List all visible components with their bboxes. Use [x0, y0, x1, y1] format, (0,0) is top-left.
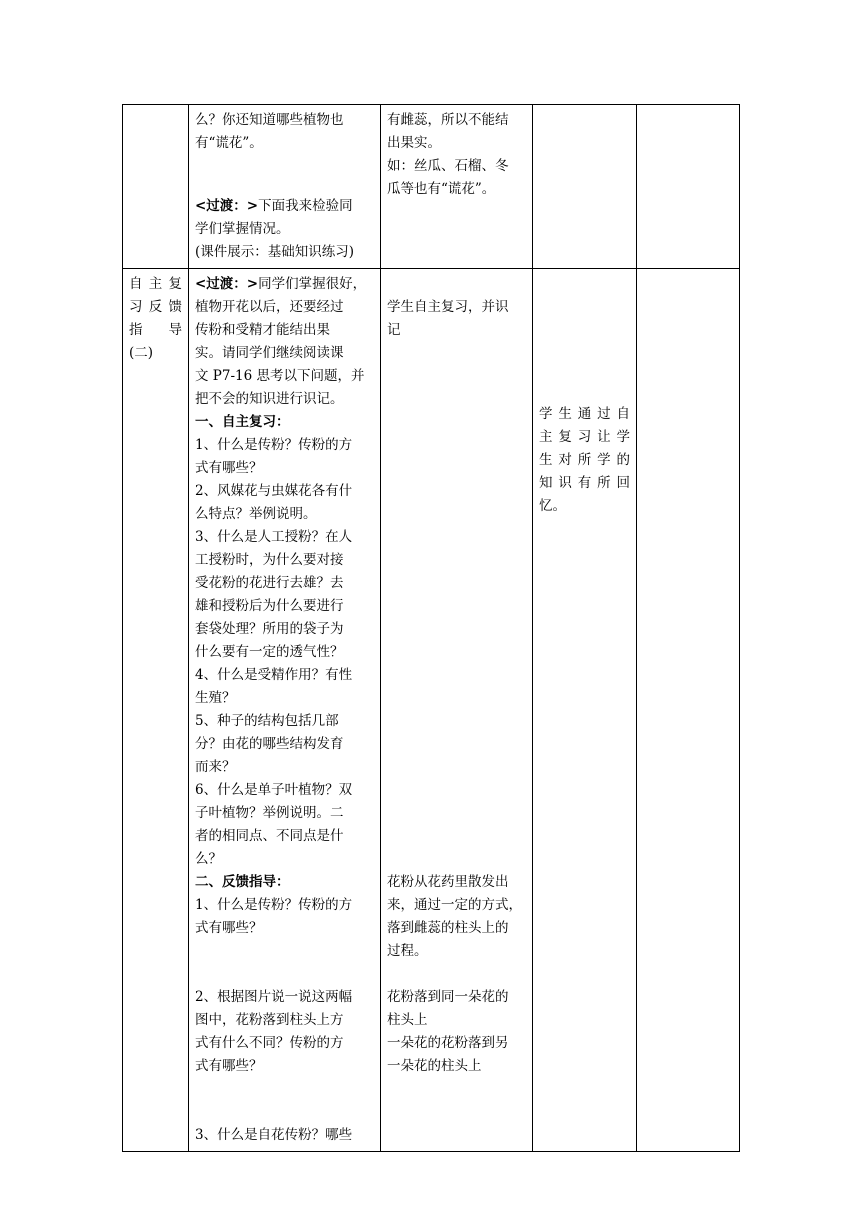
- feedback-line: 2、根据图片说一说这两幅: [195, 989, 353, 1005]
- answer-line: 来，通过一定的方式，: [387, 897, 522, 913]
- row1-intent-cell: [533, 105, 637, 269]
- question-line: 而来？: [195, 759, 236, 775]
- text-line: 学们掌握情况。: [195, 221, 290, 237]
- lesson-plan-table: [122, 104, 740, 1152]
- text-line: 么？你还知道哪些植物也: [195, 112, 344, 128]
- question-line: 工授粉时，为什么要对接: [195, 552, 344, 568]
- transition-label: <过渡：>: [195, 198, 259, 214]
- phase-label-line: 指 导: [129, 322, 182, 338]
- row2-student-cell: [381, 269, 533, 1152]
- row2-teacher-cell: [189, 269, 381, 1152]
- intro-line: [195, 273, 374, 296]
- row1-student-cell: [381, 105, 533, 269]
- intent-line: 知识有所回: [539, 475, 630, 491]
- text-line: 如：丝瓜、石榴、冬: [387, 158, 509, 174]
- section-title: 二、反馈指导：: [195, 874, 290, 890]
- question-line: 么？: [195, 851, 222, 867]
- question-line: 1、什么是传粉？传粉的方: [195, 437, 353, 453]
- question-line: 受花粉的花进行去雄？去: [195, 575, 344, 591]
- row1-notes-cell: [637, 105, 740, 269]
- text-line: 文 P7-16 思考以下问题，并: [195, 368, 365, 384]
- question-line: 么特点？举例说明。: [195, 506, 317, 522]
- feedback-line: 式有哪些？: [195, 1058, 263, 1074]
- row1-phase-cell: [123, 105, 189, 269]
- text-line: 瓜等也有“谎花”。: [387, 181, 496, 197]
- question-line: 子叶植物？举例说明。二: [195, 805, 344, 821]
- question-line: 3、什么是人工授粉？在人: [195, 529, 353, 545]
- row2-phase-cell: [123, 269, 189, 1152]
- intent-line: 学生通过自: [539, 406, 630, 422]
- phase-label-line: 习反馈: [129, 299, 182, 315]
- answer-line: 花粉落到同一朵花的: [387, 989, 509, 1005]
- answer-line: 花粉从花药里散发出: [387, 874, 509, 890]
- student-line: 记: [387, 322, 401, 338]
- feedback-line: 3、什么是自花传粉？哪些: [195, 1127, 353, 1143]
- intent-line: 生对所学的: [539, 452, 630, 468]
- student-line: 学生自主复习，并识: [387, 299, 509, 315]
- feedback-line: 图中，花粉落到柱头上方: [195, 1012, 344, 1028]
- question-line: 5、种子的结构包括几部: [195, 713, 339, 729]
- question-line: 6、什么是单子叶植物？双: [195, 782, 353, 798]
- question-line: 2、风媒花与虫媒花各有什: [195, 483, 353, 499]
- intro-text: 同学们掌握很好，: [258, 276, 367, 292]
- text-line: 把不会的知识进行识记。: [195, 391, 344, 407]
- table-row: [123, 269, 740, 1152]
- question-line: 者的相同点、不同点是什: [195, 828, 344, 844]
- answer-line: 柱头上: [387, 1012, 428, 1028]
- intent-line: 忆。: [539, 498, 566, 514]
- question-line: 生殖？: [195, 690, 236, 706]
- text-line: 传粉和受精才能结出果: [195, 322, 330, 338]
- text-line: 有雌蕊，所以不能结: [387, 112, 509, 128]
- question-line: 式有哪些？: [195, 460, 263, 476]
- answer-line: 过程。: [387, 943, 428, 959]
- phase-label-line: (二): [129, 345, 154, 361]
- row2-intent-cell: [533, 269, 637, 1152]
- phase-label-line: 自主复: [129, 276, 182, 292]
- answer-line: 一朵花的柱头上: [387, 1058, 482, 1074]
- answer-line: 落到雌蕊的柱头上的: [387, 920, 509, 936]
- table-row: [123, 105, 740, 269]
- text-line: 出果实。: [387, 135, 441, 151]
- transition-line: [195, 195, 374, 218]
- section-title: 一、自主复习：: [195, 414, 290, 430]
- transition-label: <过渡：>: [195, 276, 259, 292]
- question-line: 雄和授粉后为什么要进行: [195, 598, 344, 614]
- question-line: 分？由花的哪些结构发育: [195, 736, 344, 752]
- intent-line: 主复习让学: [539, 429, 630, 445]
- answer-line: 一朵花的花粉落到另: [387, 1035, 509, 1051]
- feedback-line: 1、什么是传粉？传粉的方: [195, 897, 353, 913]
- text-line: 实。请同学们继续阅读课: [195, 345, 344, 361]
- text-line: 植物开花以后，还要经过: [195, 299, 344, 315]
- text-line: 有“谎花”。: [195, 135, 263, 151]
- feedback-line: 式有哪些？: [195, 920, 263, 936]
- courseware-note: (课件展示：基础知识练习): [195, 244, 355, 260]
- question-line: 套袋处理？所用的袋子为: [195, 621, 344, 637]
- row2-notes-cell: [637, 269, 740, 1152]
- row1-teacher-cell: [189, 105, 381, 269]
- question-line: 什么要有一定的透气性？: [195, 644, 344, 660]
- feedback-line: 式有什么不同？传粉的方: [195, 1035, 344, 1051]
- question-line: 4、什么是受精作用？有性: [195, 667, 353, 683]
- transition-text: 下面我来检验同: [258, 198, 353, 214]
